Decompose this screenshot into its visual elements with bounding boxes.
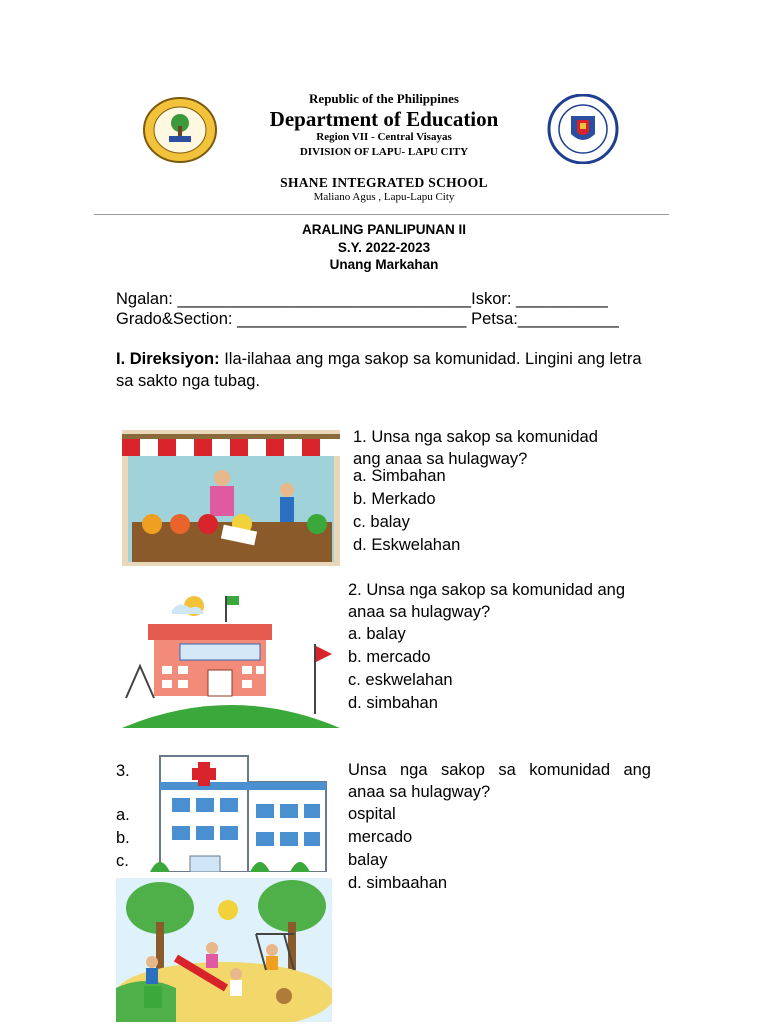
q1-prompt-line2: ang anaa sa hulagway? (353, 450, 528, 468)
q1-choices (353, 465, 553, 556)
grade-date-line[interactable]: Grado&Section: _________________________ Petsa:___________ (116, 310, 619, 328)
school-address: Maliano Agus , Lapu-Lapu City (313, 191, 455, 203)
q2-choices (348, 623, 548, 714)
directions-label: I. Direksiyon: (116, 350, 220, 368)
playground-image (116, 878, 332, 1022)
q3-letters (116, 804, 130, 872)
q2-prompt-line2: anaa sa hulagway? (348, 603, 491, 621)
subject-title: ARALING PANLIPUNAN II (302, 222, 466, 237)
q2-choice-a[interactable]: a. balay (348, 625, 406, 643)
division-text: DIVISION OF LAPU- LAPU CITY (299, 146, 469, 158)
name-score-line[interactable]: Ngalan: ________________________________Iskor: __________ (116, 290, 608, 308)
header-divider (94, 214, 669, 215)
q2-prompt-line1: 2. Unsa nga sakop sa komunidad ang (348, 581, 626, 599)
q3-choice-c[interactable]: balay (348, 851, 388, 869)
q3-letter-a[interactable]: a. (116, 806, 130, 824)
directions (116, 348, 656, 392)
q3-letter-b[interactable]: b. (116, 829, 130, 847)
q1-prompt-line1: 1. Unsa nga sakop sa komunidad (353, 428, 598, 446)
q1-choice-b[interactable]: b. Merkado (353, 490, 436, 508)
q1-choice-a[interactable]: a. Simbahan (353, 467, 446, 485)
q3-choice-a[interactable]: ospital (348, 805, 396, 823)
quarter-title: Unang Markahan (329, 257, 439, 272)
q2-prompt (348, 579, 668, 623)
q3-prompt (348, 759, 651, 803)
region-text: Region VII - Central Visayas (316, 131, 452, 143)
q1-choice-c[interactable]: c. balay (353, 513, 410, 531)
hospital-image (150, 752, 330, 872)
q3-prompt-line2: anaa sa hulagway? (348, 783, 491, 801)
q3-choice-b[interactable]: mercado (348, 828, 413, 846)
school-year: S.Y. 2022-2023 (337, 240, 431, 255)
republic-text: Republic of the Philippines (309, 91, 459, 106)
q1-prompt (353, 426, 663, 470)
q3-number: 3. (116, 762, 130, 780)
q2-choice-b[interactable]: b. mercado (348, 648, 431, 666)
directions-text: Ila-ilahaa ang mga sakop sa komunidad. Lingini ang letra sa sakto nga tubag. (116, 350, 642, 390)
school-name: SHANE INTEGRATED SCHOOL (280, 175, 488, 190)
q3-choices (348, 803, 548, 894)
q2-choice-c[interactable]: c. eskwelahan (348, 671, 453, 689)
q3-letter-c[interactable]: c. (116, 852, 129, 870)
q2-choice-d[interactable]: d. simbahan (348, 694, 438, 712)
department-title: Department of Education (269, 107, 499, 131)
q3-prompt-line1: Unsa nga sakop sa komunidad ang (348, 761, 651, 779)
market-image (122, 430, 340, 566)
q3-choice-d[interactable]: d. simbaahan (348, 874, 448, 892)
q1-choice-d[interactable]: d. Eskwelahan (353, 536, 461, 554)
school-image (122, 588, 340, 728)
